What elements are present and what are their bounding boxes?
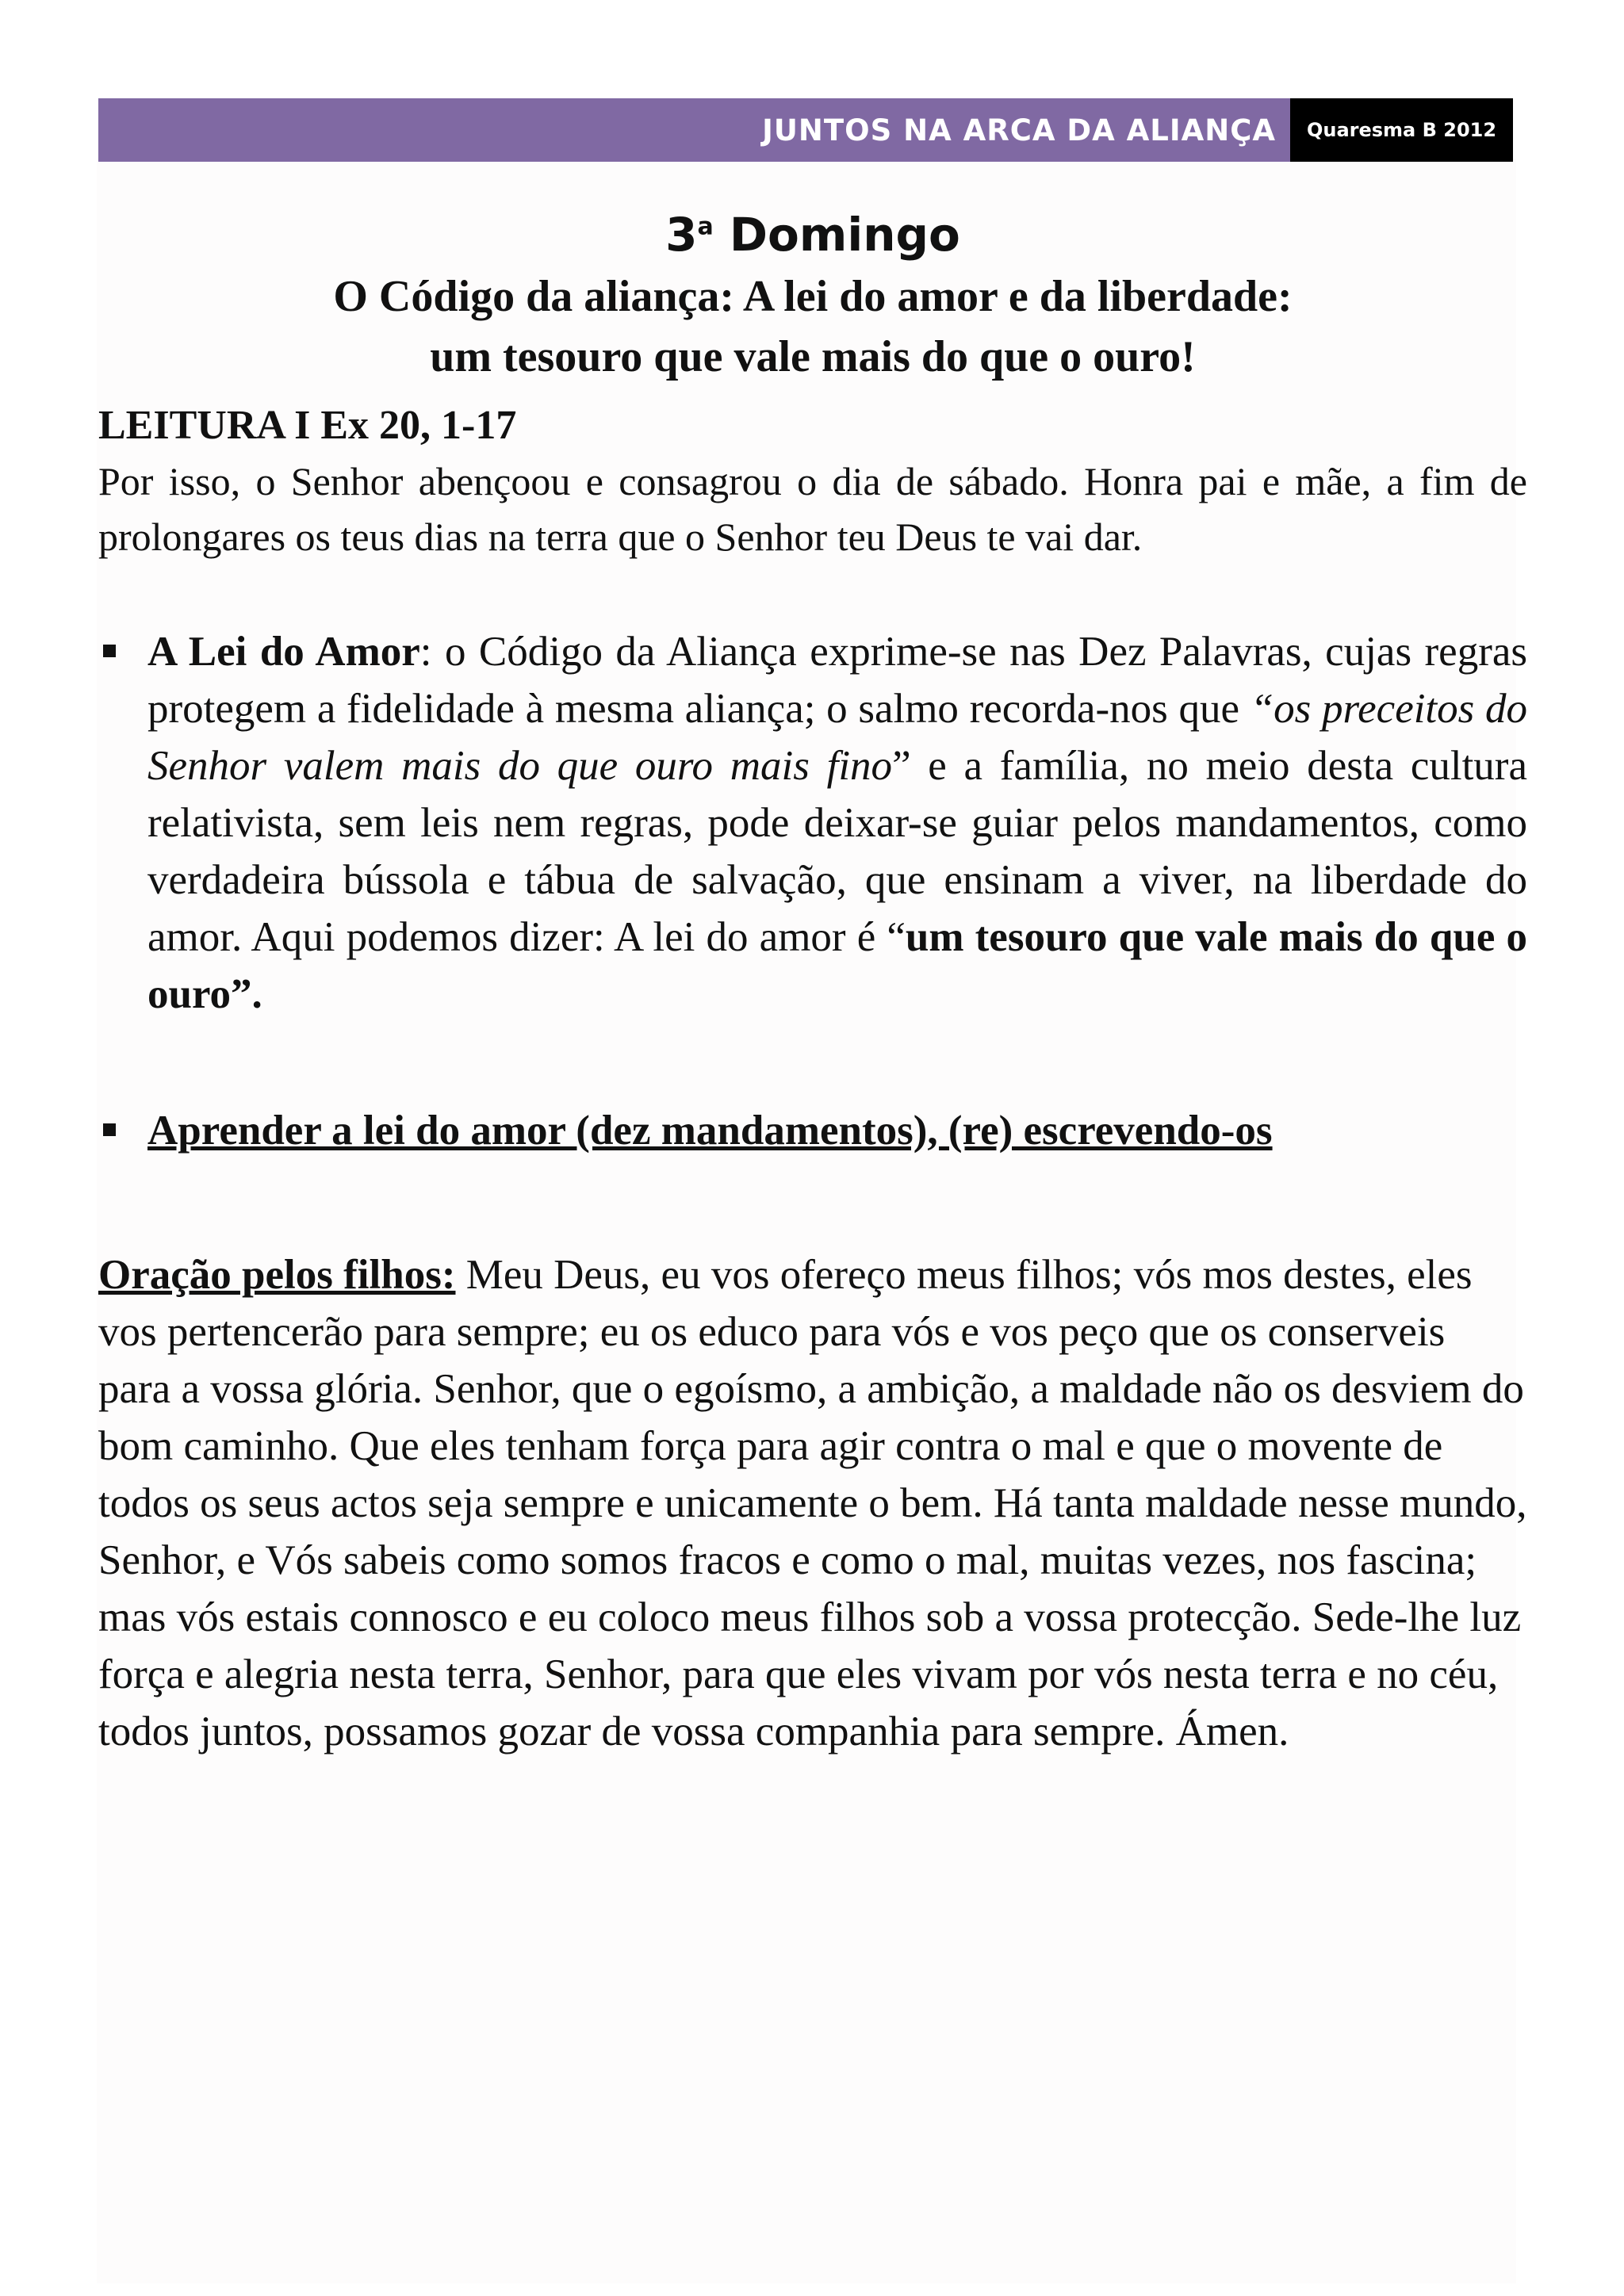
title-day: Domingo — [713, 208, 960, 262]
bullet-text-2: ” e a família, no meio desta cultura relativista, sem leis nem regras, pode deixar-se guiar pelos mandamentos, como verdadeira bússola e tábua de salvação, que ensinam a viver, na liberdade do amor. Aqui podemos dizer: A lei do amor é “ — [147, 743, 1527, 960]
reading-reference: LEITURA I Ex 20, 1-17 — [98, 403, 517, 448]
title-ordinal-sup: a — [697, 212, 714, 241]
bullet-list — [98, 623, 1527, 1159]
header-title: JUNTOS NA ARCA DA ALIANÇA — [762, 113, 1276, 147]
bullet-bold-end: um tesouro que vale mais do que o ouro”. — [147, 914, 1527, 1017]
bullet-lead: A Lei do Amor — [147, 629, 420, 675]
prayer-paragraph — [98, 1246, 1527, 1760]
bullet-aprender-text: Aprender a lei do amor (dez mandamentos), (re) escrevendo-os — [147, 1108, 1273, 1154]
prayer-text: Meu Deus, eu vos ofereço meus filhos; vós mos destes, eles vos pertencerão para sempre; eu os educo para vós e vos peço que os conserveis para a vossa glória. Senhor, que o egoísmo, a ambição, a maldade não os desviem do bom caminho. Que eles tenham força para agir contra o mal e que o movente de todos os seus actos seja sempre e unicamente o bem. Há tanta maldade nesse mundo, Senhor, e Vós sabeis como somos fracos e como o mal, muitas vezes, nos fascina; mas vós estais connosco e eu coloco meus filhos sob a vossa protecção. Sede-lhe luz força e alegria nesta terra, Senhor, para que eles vivam por vós nesta terra e no céu, todos juntos, possamos gozar de vossa companhia para sempre. Ámen. — [98, 1252, 1527, 1755]
prayer-label: Oração pelos filhos: — [98, 1252, 456, 1298]
bullet-aprender — [98, 1102, 1527, 1159]
header-tag-block — [1290, 98, 1513, 162]
title-line-3: um tesouro que vale mais do que o ouro! — [430, 332, 1196, 381]
bullet-lei-do-amor — [98, 623, 1527, 1023]
square-bullet-icon — [103, 1123, 116, 1136]
title-ordinal: 3 — [665, 208, 698, 262]
page-content — [98, 203, 1527, 1760]
bullet-quote: “os preceitos do Senhor valem mais do que ouro mais fino — [147, 686, 1527, 789]
header-title-block — [98, 98, 1290, 162]
bullet-text-1: : o Código da Aliança exprime-se nas Dez Palavras, cujas regras protegem a fidelidade à mesma aliança; o salmo recorda-nos que — [147, 629, 1527, 732]
title-sunday — [98, 203, 1527, 266]
square-bullet-icon — [103, 645, 116, 657]
header-tag: Quaresma B 2012 — [1306, 119, 1497, 141]
title-line-2: O Código da aliança: A lei do amor e da liberdade: — [333, 272, 1293, 321]
page-title — [98, 203, 1527, 387]
reading-text: Por isso, o Senhor abençoou e consagrou o dia de sábado. Honra pai e mãe, a fim de prolongares os teus dias na terra que o Senhor teu Deus te vai dar. — [98, 459, 1527, 559]
header-bar — [98, 98, 1513, 162]
